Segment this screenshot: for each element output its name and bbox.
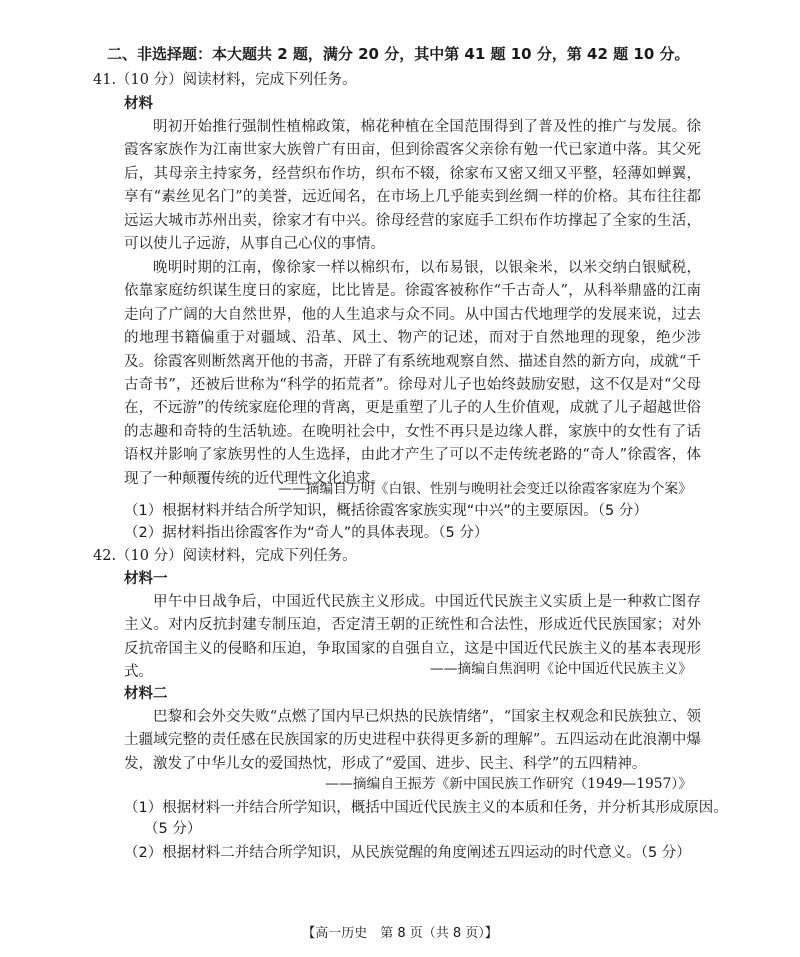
q42-material-2-label: 材料二 xyxy=(124,686,168,702)
q42-stem: 42.（10 分）阅读材料，完成下列任务。 xyxy=(93,548,357,564)
q41-paragraph-2: 晚明时期的江南，像徐家一样以棉织布，以布易银，以银籴米，以米交纳白银赋税，依靠家庭纺织谋生度日的家庭，比比皆是。徐霞客被称作“千古奇人”，从科举鼎盛的江南走向了广阔的大自然世界，他的人生追求与众不同。从中国古代地理学的发展来说，过去的地理书籍偏重于对疆域、沿革、风土、物产的记述，而对于自然地理的现象，绝少涉及。徐霞客则断然离开他的书斋，开辟了有系统地观察自然、描述自然的新方向，成就“千古奇书”，还被后世称为“科学的拓荒者”。徐母对儿子也始终鼓励安慰，这不仅是对“父母在，不远游”的传统家庭伦理的背离，更是重塑了儿子的人生价值观，成就了儿子超越世俗的志趣和奇特的生活轨迹。在晚明社会中，女性不再只是边缘人群，家族中的女性有了话语权并影响了家族男性的人生选择，由此才产生了可以不走传统老路的“奇人”徐霞客，体现了一种颠覆传统的近代理性文化追求。 xyxy=(124,260,701,487)
page-footer: 【高一历史 第 8 页（共 8 页）】 xyxy=(302,926,498,941)
q42-material-1-label: 材料一 xyxy=(124,571,168,587)
q42-material-1-text: 甲午中日战争后，中国近代民族主义形成。中国近代民族主义实质上是一种救亡图存主义。对内反抗封建专制压迫，否定清王朝的正统性和合法性，形成近代民族国家；对外反抗帝国主义的侵略和压迫，争取国家的自强自立，这是中国近代民族主义的基本表现形式。 xyxy=(124,594,701,681)
q41-paragraph-1: 明初开始推行强制性植棉政策，棉花种植在全国范围得到了普及性的推广与发展。徐霞客家族作为江南世家大族曾广有田亩，但到徐霞客父亲徐有勉一代已家道中落。其父死后，其母亲主持家务，经营织布作坊，织布不辍，徐家布又密又细又平整，轻薄如蝉翼，享有“素丝见名门”的美誉，远近闻名，在市场上几乎能卖到丝绸一样的价格。其布往往都远运大城市苏州出卖，徐家才有中兴。徐母经营的家庭手工织布作坊撑起了全家的生活，可以使儿子远游，从事自己心仪的事情。 xyxy=(124,119,701,253)
q42-task-1-line-2: （5 分） xyxy=(144,821,202,837)
q41-material-label: 材料 xyxy=(124,96,153,112)
q41-source: ——摘编自万明《白银、性别与晚明社会变迁以徐霞客家庭为个案》 xyxy=(278,481,692,497)
q42-material-2-source: ——摘编自王振芳《新中国民族工作研究（1949—1957）》 xyxy=(325,776,692,792)
q42-material-2-text: 巴黎和会外交失败“点燃了国内早已炽热的民族情绪”，“国家主权观念和民族独立、领土疆域完整的责任感在民族国家的历史进程中获得更多新的理解”。五四运动在此浪潮中爆发，激发了中华儿女的爱国热忱，形成了“爱国、进步、民主、科学”的五四精神。 xyxy=(124,709,701,772)
q41-task-2: （2）据材料指出徐霞客作为“奇人”的具体表现。（5 分） xyxy=(124,525,489,541)
q42-task-1-line-1: （1）根据材料一并结合所学知识，概括中国近代民族主义的本质和任务，并分析其形成原因。 xyxy=(124,800,728,816)
q41-stem: 41.（10 分）阅读材料，完成下列任务。 xyxy=(93,72,357,88)
q42-material-1-source: ——摘编自焦润明《论中国近代民族主义》 xyxy=(429,661,692,677)
q42-task-2: （2）根据材料二并结合所学知识，从民族觉醒的角度阐述五四运动的时代意义。（5 分） xyxy=(124,845,691,861)
section-heading: 二、非选择题：本大题共 2 题，满分 20 分，其中第 41 题 10 分，第 42 题 10 分。 xyxy=(107,45,690,63)
q41-task-1: （1）根据材料并结合所学知识，概括徐霞客家族实现“中兴”的主要原因。（5 分） xyxy=(124,503,648,519)
